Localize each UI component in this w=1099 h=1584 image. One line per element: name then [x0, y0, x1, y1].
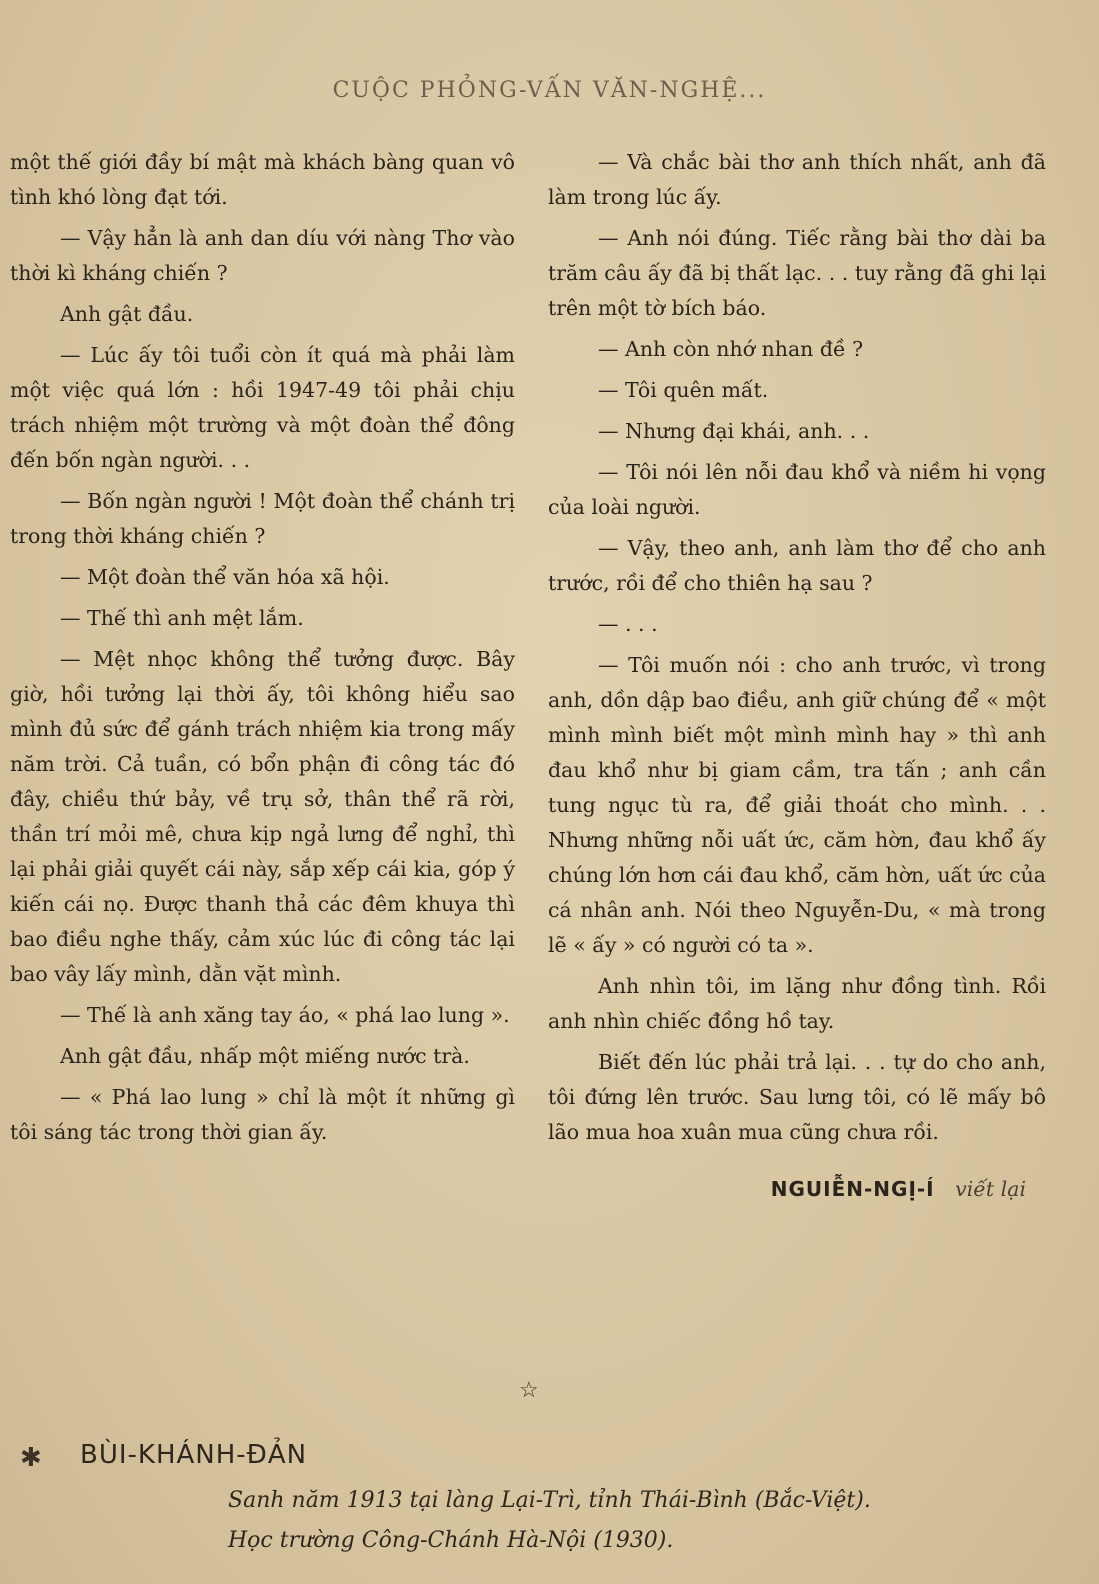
paragraph: — . . . [598, 612, 658, 636]
paragraph: Anh gật đầu, nhấp một miếng nước trà. [60, 1044, 470, 1068]
paragraph: một thế giới đầy bí mật mà khách bàng quan vô tình khó lòng đạt tới. [10, 150, 515, 209]
paragraph: — Lúc ấy tôi tuổi còn ít quá mà phải làm một việc quá lớn : hồi 1947-49 tôi phải chịu trách nhiệm một trường và một đoàn thể đông đến bốn ngàn người. . . [10, 343, 515, 472]
paragraph: — Thế thì anh mệt lắm. [60, 606, 304, 630]
paragraph: Anh nhìn tôi, im lặng như đồng tình. Rồi anh nhìn chiếc đồng hồ tay. [548, 974, 1046, 1033]
asterisk-bullet-icon: ✱ [20, 1443, 42, 1473]
bio-line-1: Sanh năm 1913 tại làng Lại-Trì, tỉnh Thái-Bình (Bắc-Việt). [228, 1488, 871, 1513]
bio-line-2: Học trường Công-Chánh Hà-Nội (1930). [228, 1528, 674, 1553]
paragraph: — Tôi muốn nói : cho anh trước, vì trong anh, dồn dập bao điều, anh giữ chúng để « một mình mình biết một mình mình hay » thì anh đau khổ như bị giam cầm, tra tấn ; anh cần tung ngục tù ra, để giải thoát cho mình. . . Nhưng những nỗi uất ức, căm hờn, đau khổ ấy chúng lớn hơn cái đau khổ, căm hờn, uất ức của cá nhân anh. Nói theo Nguyễn-Du, « mà trong lẽ « ấy » có người có ta ». [548, 653, 1046, 957]
signature [548, 1172, 1046, 1207]
paragraph: — Một đoàn thể văn hóa xã hội. [60, 565, 390, 589]
signature-note: viết lại [955, 1177, 1026, 1201]
paragraph: Biết đến lúc phải trả lại. . . tự do cho anh, tôi đứng lên trước. Sau lưng tôi, có lẽ mấy bô lão mua hoa xuân mua cũng chưa rồi. [548, 1050, 1046, 1144]
paragraph: — Vậy hẳn là anh dan díu với nàng Thơ vào thời kì kháng chiến ? [10, 226, 515, 285]
paragraph: — Tôi quên mất. [598, 378, 769, 402]
paragraph: — Nhưng đại khái, anh. . . [598, 419, 870, 443]
paragraph: — Anh còn nhớ nhan đề ? [598, 337, 864, 361]
star-divider-icon: ☆ [519, 1378, 539, 1403]
paragraph: — Mệt nhọc không thể tưởng được. Bây giờ, hồi tưởng lại thời ấy, tôi không hiểu sao mình đủ sức để gánh trách nhiệm kia trong mấy năm trời. Cả tuần, có bổn phận đi công tác đó đây, chiều thứ bảy, về trụ sở, thân thể rã rời, thần trí mỏi mê, chưa kịp ngả lưng để nghỉ, thì lại phải giải quyết cái này, sắp xếp cái kia, góp ý kiến cái nọ. Được thanh thả các đêm khuya thì bao điều nghe thấy, cảm xúc lúc đi công tác lại bao vây lấy mình, dằn vặt mình. [10, 647, 515, 986]
paragraph: — Vậy, theo anh, anh làm thơ để cho anh trước, rồi để cho thiên hạ sau ? [548, 536, 1046, 595]
right-column-paragraphs [548, 145, 1046, 1150]
left-column [10, 145, 515, 1156]
paragraph: — Tôi nói lên nỗi đau khổ và niềm hi vọng của loài người. [548, 460, 1046, 519]
right-column [548, 145, 1046, 1207]
paragraph: — Anh nói đúng. Tiếc rằng bài thơ dài ba trăm câu ấy đã bị thất lạc. . . tuy rằng đã ghi lại trên một tờ bích báo. [548, 226, 1046, 320]
signature-name: NGUIỄN-NGỊ-Í [770, 1177, 935, 1201]
paragraph: — Bốn ngàn người ! Một đoàn thể chánh trị trong thời kháng chiến ? [10, 489, 515, 548]
paragraph: — Thế là anh xăng tay áo, « phá lao lung ». [60, 1003, 510, 1027]
paragraph: Anh gật đầu. [60, 302, 194, 326]
paragraph: — Và chắc bài thơ anh thích nhất, anh đã làm trong lúc ấy. [548, 150, 1046, 209]
paragraph: — « Phá lao lung » chỉ là một ít những gì tôi sáng tác trong thời gian ấy. [10, 1085, 515, 1144]
running-head: CUỘC PHỎNG-VẤN VĂN-NGHỆ... [332, 78, 767, 103]
section-title: BÙI-KHÁNH-ĐẢN [80, 1440, 308, 1470]
